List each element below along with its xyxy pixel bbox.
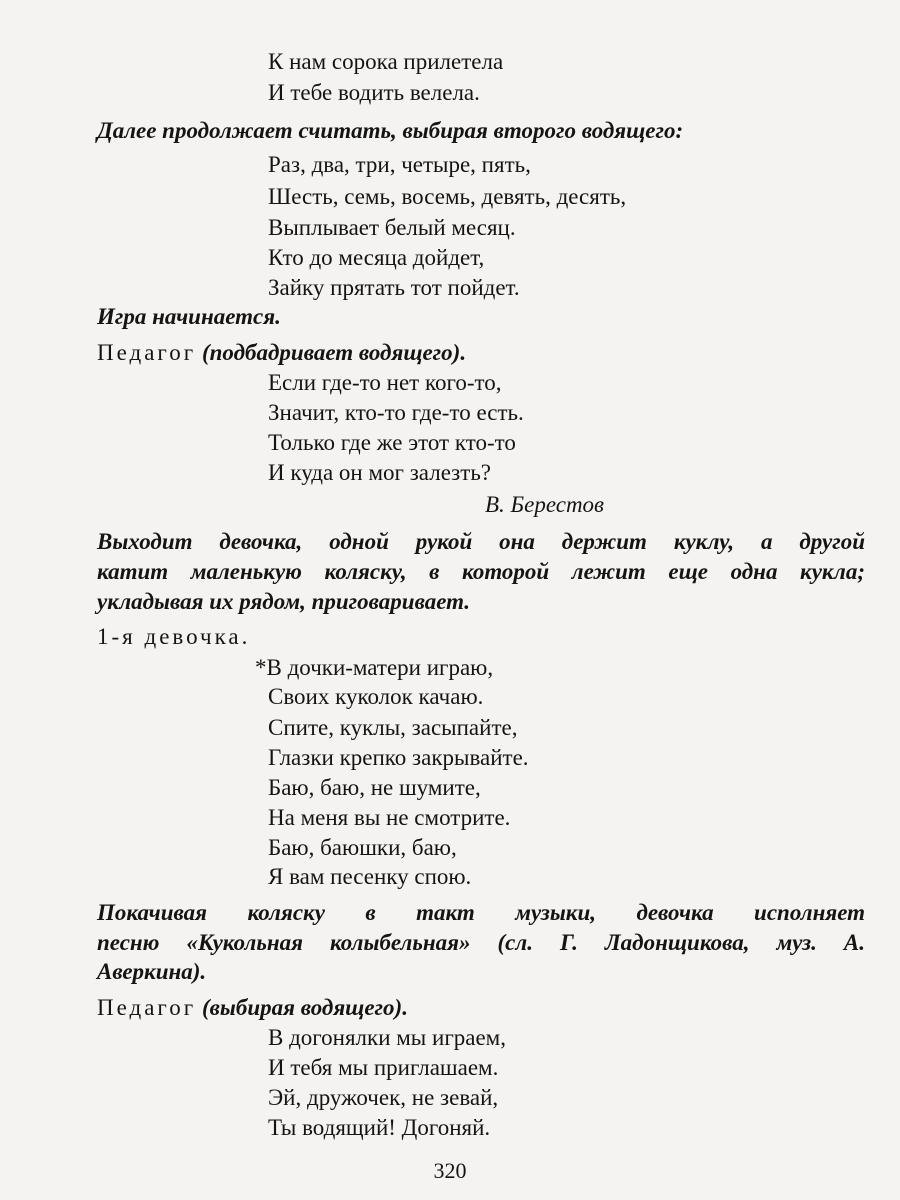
speaker-name: Педагог	[97, 340, 197, 365]
stage-direction: Далее продолжает считать, выбирая второго водящего:	[97, 118, 684, 143]
stage-direction: песню «Кукольная колыбельная» (сл. Г. Ладонщикова, муз. А.	[97, 930, 865, 955]
stage-direction: Аверкина).	[97, 959, 207, 984]
poem-line: *В дочки-матери играю,	[255, 655, 494, 680]
poem-line: Спите, куклы, засыпайте,	[268, 715, 518, 740]
poem-author: В. Берестов	[485, 492, 605, 517]
page-number: 320	[433, 1158, 467, 1183]
speaker-line	[97, 338, 466, 368]
stage-direction: Покачивая коляску в такт музыки, девочка исполняет	[97, 900, 865, 925]
poem-line: Кто до месяца дойдет,	[268, 245, 485, 270]
stage-direction: Игра начинается.	[97, 304, 281, 329]
poem-line: Я вам песенку спою.	[268, 864, 472, 889]
poem-line: На меня вы не смотрите.	[268, 805, 511, 830]
speaker-name: 1-я девочка.	[97, 624, 251, 649]
poem-line: Ты водящий! Догоняй.	[268, 1115, 491, 1140]
poem-line: Баю, баю, не шумите,	[268, 775, 481, 800]
speaker-line	[97, 993, 408, 1023]
poem-line: Выплывает белый месяц.	[268, 215, 516, 240]
poem-line: Зайку прятать тот пойдет.	[268, 275, 520, 300]
poem-line: Эй, дружочек, не зевай,	[268, 1085, 499, 1110]
poem-line: К нам сорока прилетела	[268, 49, 504, 74]
poem-line: И тебе водить велела.	[268, 80, 480, 105]
stage-direction: Выходит девочка, одной рукой она держит куклу, а другой	[97, 529, 865, 554]
poem-line: И куда он мог залезть?	[268, 460, 492, 485]
stage-direction: укладывая их рядом, приговаривает.	[97, 589, 471, 614]
poem-line: Значит, кто-то где-то есть.	[268, 400, 524, 425]
poem-line: Шесть, семь, восемь, девять, десять,	[268, 184, 627, 209]
poem-line: Только где же этот кто-то	[268, 430, 516, 455]
poem-line: И тебя мы приглашаем.	[268, 1055, 499, 1080]
poem-line: Глазки крепко закрывайте.	[268, 745, 529, 770]
speaker-name: Педагог	[97, 995, 197, 1020]
poem-line: Раз, два, три, четыре, пять,	[268, 152, 531, 177]
speaker-note: (подбадривает водящего).	[201, 340, 467, 365]
poem-line: Баю, баюшки, баю,	[268, 835, 457, 860]
poem-line: Своих куколок качаю.	[268, 684, 484, 709]
poem-line: В догонялки мы играем,	[268, 1025, 506, 1050]
poem-line: Если где-то нет кого-то,	[268, 370, 502, 395]
speaker-note: (выбирая водящего).	[201, 995, 408, 1020]
stage-direction: катит маленькую коляску, в которой лежит еще одна кукла;	[97, 559, 865, 584]
